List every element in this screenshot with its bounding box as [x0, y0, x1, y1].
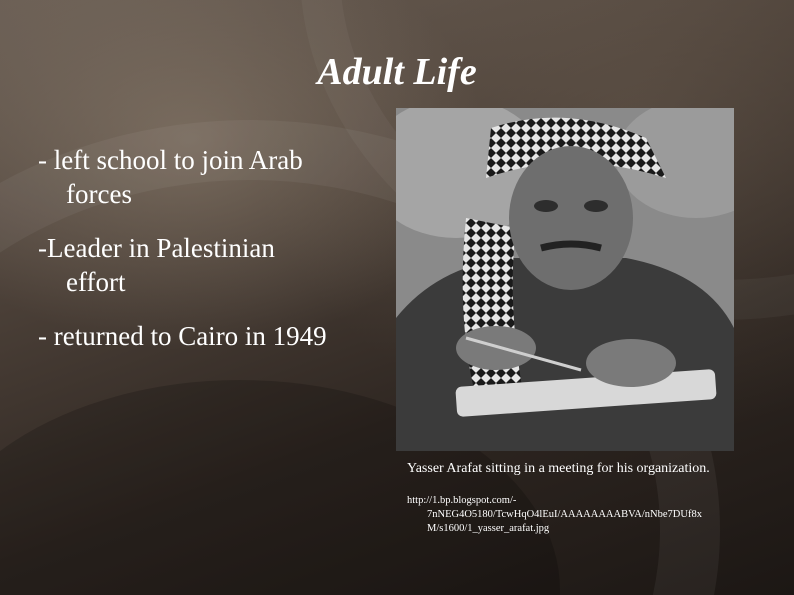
- bullet-item: [38, 143, 388, 211]
- source-url-line: 7nNEG4O5180/TcwHqO4lEuI/AAAAAAAABVA/nNbe7DUf8x: [427, 509, 702, 520]
- bullet-item: [38, 319, 388, 353]
- bullet-text: - left school to join Arab: [38, 145, 303, 175]
- bullet-text-continuation: effort: [66, 267, 126, 297]
- photo-caption: Yasser Arafat sitting in a meeting for his organization.: [407, 461, 710, 476]
- portrait-illustration: [396, 108, 734, 451]
- bullet-list: [38, 143, 388, 373]
- source-url-line: M/s1600/1_yasser_arafat.jpg: [427, 523, 550, 534]
- portrait-photo: [396, 108, 734, 451]
- bullet-text: - returned to Cairo in 1949: [38, 321, 327, 351]
- bullet-text: -Leader in Palestinian: [38, 233, 275, 263]
- source-url-line: http://1.bp.blogspot.com/-: [407, 495, 517, 506]
- bullet-item: [38, 231, 388, 299]
- bullet-text-continuation: forces: [66, 179, 132, 209]
- slide-title: Adult Life: [317, 51, 477, 93]
- photo-source-url: [407, 494, 767, 536]
